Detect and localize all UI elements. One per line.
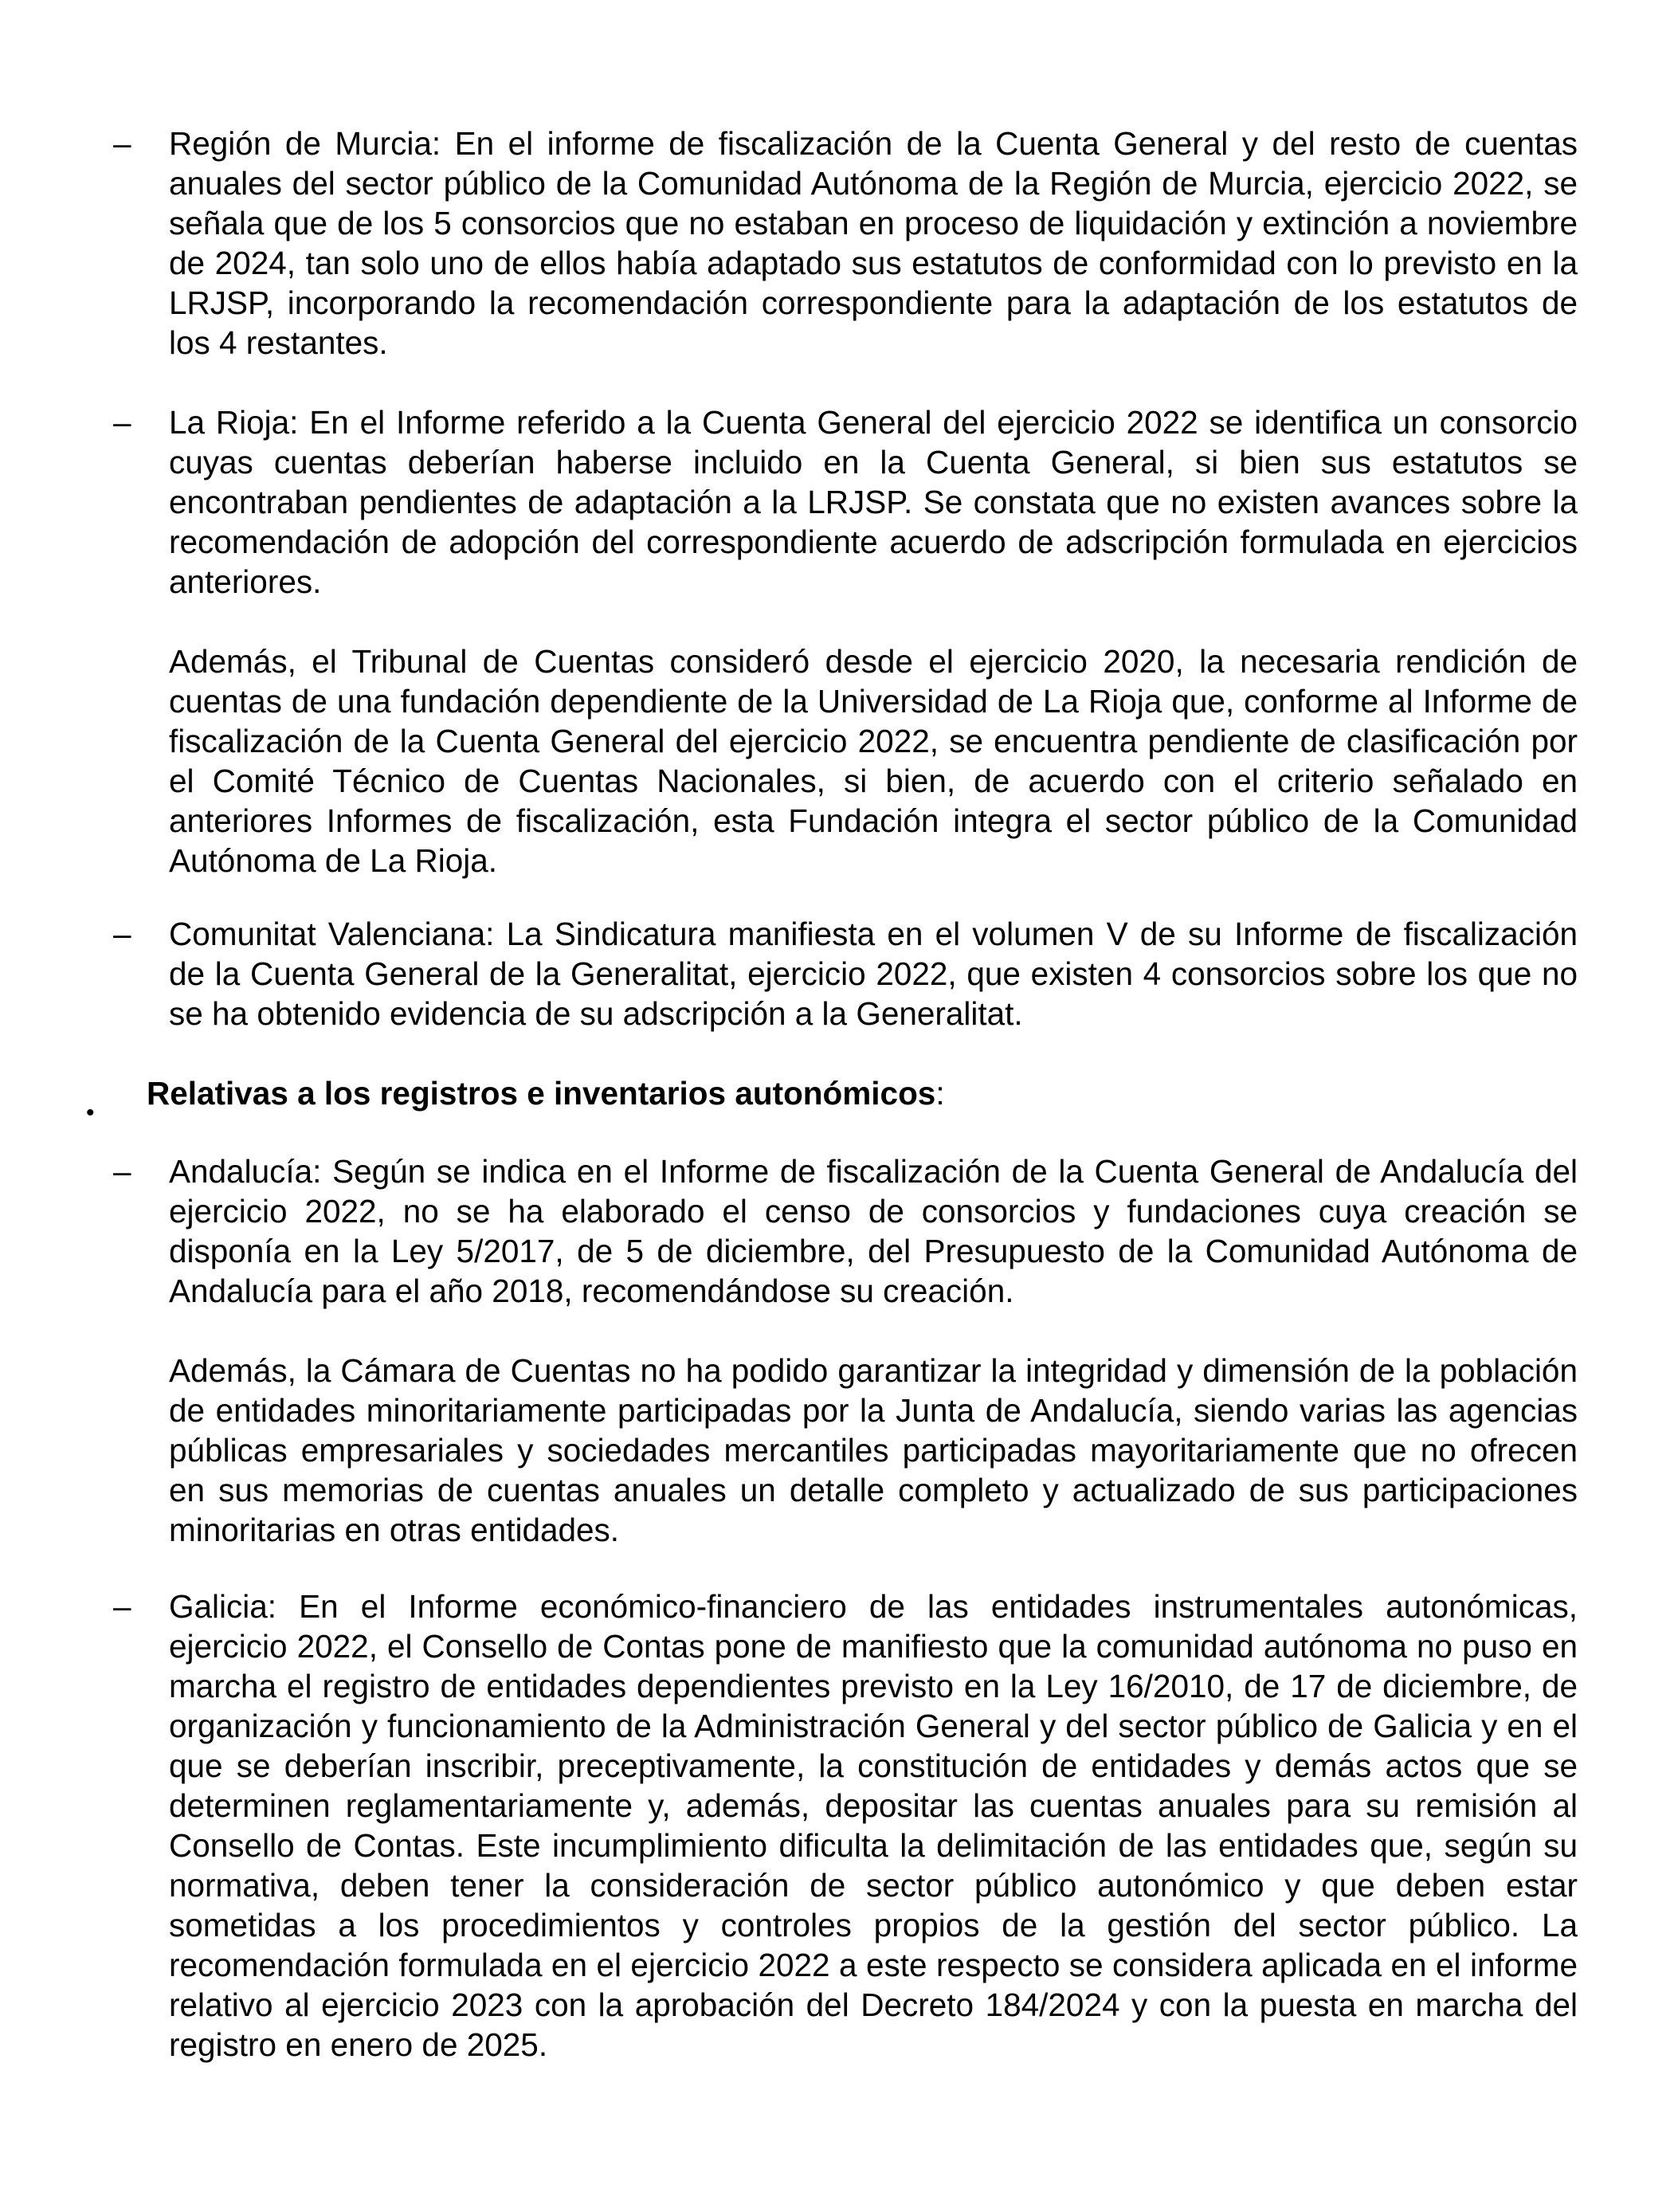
section-heading-suffix: : xyxy=(935,1075,945,1112)
list-item-comunitat-valenciana xyxy=(113,914,1578,1033)
dash-marker: – xyxy=(113,404,131,441)
paragraph: Andalucía: Según se indica en el Informe de fiscalización de la Cuenta General de Andalucía del ejercicio 2022, no se ha elaborado el censo de consorcios y fundaciones cuya creación se disponía en la Ley 5/2017, de 5 de diciembre, del Presupuesto de la Comunidad Autónoma de Andalucía para el año 2018, recomendándose su creación. xyxy=(169,1153,1578,1309)
section-heading xyxy=(147,1073,945,1113)
dash-marker: – xyxy=(113,916,131,952)
dash-marker: – xyxy=(113,1153,131,1190)
paragraph: Comunitat Valenciana: La Sindicatura manifiesta en el volumen V de su Informe de fiscalización de la Cuenta General de la Generalitat, ejercicio 2022, que existen 4 consorcios sobre los que no se ha obtenido evidencia de su adscripción a la Generalitat. xyxy=(169,916,1578,1032)
paragraph: Además, el Tribunal de Cuentas consideró desde el ejercicio 2020, la necesaria rendición de cuentas de una fundación dependiente de la Universidad de La Rioja que, conforme al Informe de fiscalización de la Cuenta General del ejercicio 2022, se encuentra pendiente de clasificación por el Comité Técnico de Cuentas Nacionales, si bien, de acuerdo con el criterio señalado en anteriores Informes de fiscalización, esta Fundación integra el sector público de la Comunidad Autónoma de La Rioja. xyxy=(169,643,1578,879)
paragraph: Además, la Cámara de Cuentas no ha podido garantizar la integridad y dimensión de la población de entidades minoritariamente participadas por la Junta de Andalucía, siendo varias las agencias públicas empresariales y sociedades mercantiles participadas mayoritariamente que no ofrecen en sus memorias de cuentas anuales un detalle completo y actualizado de sus participaciones minoritarias en otras entidades. xyxy=(169,1352,1578,1548)
section-heading-text: Relativas a los registros e inventarios autonómicos xyxy=(147,1075,936,1112)
list-item-murcia xyxy=(113,124,1578,363)
paragraph: La Rioja: En el Informe referido a la Cuenta General del ejercicio 2022 se identifica un consorcio cuyas cuentas deberían haberse incluido en la Cuenta General, si bien sus estatutos se encontraban pendientes de adaptación a la LRJSP. Se constata que no existen avances sobre la recomendación de adopción del correspondiente acuerdo de adscripción formulada en ejercicios anteriores. xyxy=(169,404,1578,600)
dash-marker: – xyxy=(113,125,131,162)
list-item-la-rioja xyxy=(113,402,1578,880)
dash-marker: – xyxy=(113,1588,131,1625)
paragraph: Región de Murcia: En el informe de fiscalización de la Cuenta General y del resto de cuentas anuales del sector público de la Comunidad Autónoma de la Región de Murcia, ejercicio 2022, se señala que de los 5 consorcios que no estaban en proceso de liquidación y extinción a noviembre de 2024, tan solo uno de ellos había adaptado sus estatutos de conformidad con lo previsto en la LRJSP, incorporando la recomendación correspondiente para la adaptación de los estatutos de los 4 restantes. xyxy=(169,125,1578,361)
list-item-galicia xyxy=(113,1586,1578,2065)
list-item-andalucia xyxy=(113,1151,1578,1550)
bullet-marker: • xyxy=(86,1100,95,1126)
paragraph: Galicia: En el Informe económico-financiero de las entidades instrumentales autonómicas, ejercicio 2022, el Consello de Contas pone de manifiesto que la comunidad autónoma no puso en marcha el registro de entidades dependientes previsto en la Ley 16/2010, de 17 de diciembre, de organización y funcionamiento de la Administración General y del sector público de Galicia y en el que se deberían inscribir, preceptivamente, la constitución de entidades y demás actos que se determinen reglamentariamente y, además, depositar las cuentas anuales para su remisión al Consello de Contas. Este incumplimiento dificulta la delimitación de las entidades que, según su normativa, deben tener la consideración de sector público autonómico y que deben estar sometidas a los procedimientos y controles propios de la gestión del sector público. La recomendación formulada en el ejercicio 2022 a este respecto se considera aplicada en el informe relativo al ejercicio 2023 con la aprobación del Decreto 184/2024 y con la puesta en marcha del registro en enero de 2025. xyxy=(169,1588,1578,2063)
